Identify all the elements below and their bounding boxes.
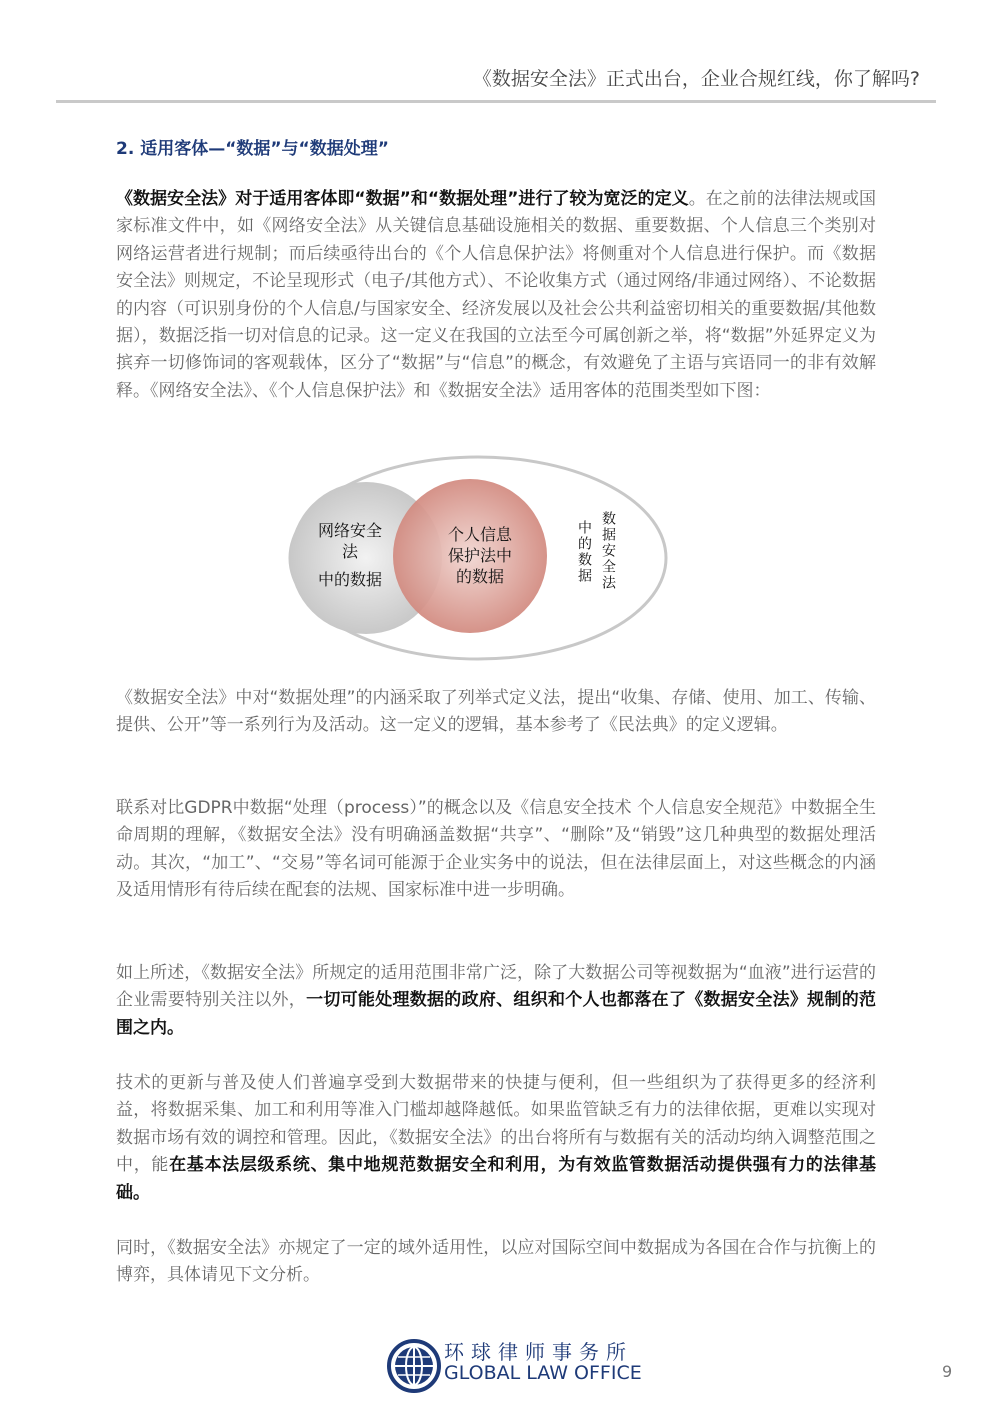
page-number: 9	[942, 1362, 953, 1381]
center-circle-label-1: 个人信息	[447, 525, 513, 544]
outer-ellipse-label-col2: 中的数据	[576, 520, 592, 584]
paragraph-1	[116, 186, 876, 405]
center-circle-label-3: 的数据	[455, 567, 505, 586]
paragraph-6: 同时，《数据安全法》亦规定了一定的域外适用性，以应对国际空间中数据成为各国在合作与抗衡上的博弈，具体请见下文分析。	[116, 1238, 876, 1286]
paragraph-4-text: 如上所述，《数据安全法》所规定的适用范围非常广泛，除了大数据公司等视数据为“血液”进行运营的企业需要特别关注以外，	[116, 963, 876, 1011]
paragraph-1-bold: 《数据安全法》对于适用客体即“数据”和“数据处理”进行了较为宽泛的定义	[116, 189, 689, 209]
left-circle-label-3: 中的数据	[317, 570, 383, 589]
globe-icon	[386, 1338, 442, 1394]
paragraph-4	[116, 960, 876, 1042]
center-circle-label-2: 保护法中	[447, 546, 513, 565]
paragraph-2: 《数据安全法》中对“数据处理”的内涵采取了列举式定义法，提出“收集、存储、使用、加工、传输、提供、公开”等一系列行为及活动。这一定义的逻辑，基本参考了《民法典》的定义逻辑。	[116, 688, 876, 736]
left-circle-label-2: 法	[341, 542, 359, 561]
paragraph-1-text: 。在之前的法律法规或国家标准文件中，如《网络安全法》从关键信息基础设施相关的数据、重要数据、个人信息三个类别对网络运营者进行规制；而后续亟待出台的《个人信息保护法》将侧重对个人信息进行保护。而《数据安全法》则规定，不论呈现形式（电子/其他方式）、不论收集方式（通过网络/非通过网络）、不论数据的内容（可识别身份的个人信息/与国家安全、经济发展以及社会公共利益密切相关的重要数据/其他数据），数据泛指一切对信息的记录。这一定义在我国的立法至今可属创新之举，将“数据”外延界定义为摈弃一切修饰词的客观载体，区分了“数据”与“信息”的概念，有效避免了主语与宾语同一的非有效解释。《网络安全法》、《个人信息保护法》和《数据安全法》适用客体的范围类型如下图：	[116, 189, 876, 401]
firm-name-cn: 环球律师事务所	[444, 1340, 633, 1364]
header-divider	[56, 100, 936, 103]
document-header-title: 《数据安全法》正式出台，企业合规红线，你了解吗?	[472, 68, 920, 90]
paragraph-5-bold: 在基本法层级系统、集中地规范数据安全和利用，为有效监管数据活动提供强有力的法律基础。	[116, 1155, 877, 1203]
paragraph-5-text: 技术的更新与普及使人们普遍享受到大数据带来的快捷与便利，但一些组织为了获得更多的经济利益，将数据采集、加工和利用等准入门槛却越降越低。如果监管缺乏有力的法律依据，更难以实现对数据市场有效的调控和管理。因此，《数据安全法》的出台将所有与数据有关的活动均纳入调整范围之中，能	[116, 1073, 876, 1176]
left-circle-label-1: 网络安全	[317, 521, 383, 540]
section-heading: 2. 适用客体—“数据”与“数据处理”	[116, 139, 389, 159]
firm-name-en: GLOBAL LAW OFFICE	[444, 1362, 642, 1384]
paragraph-5	[116, 1070, 876, 1207]
paragraph-4-bold: 一切可能处理数据的政府、组织和个人也都落在了《数据安全法》规制的范围之内。	[116, 990, 877, 1038]
paragraph-3: 联系对比GDPR中数据“处理（process）”的概念以及《信息安全技术 个人信息安全规范》中数据全生命周期的理解，《数据安全法》没有明确涵盖数据“共享”、“删除”及“销毁”这几种典型的数据处理活动。其次，“加工”、“交易”等名词可能源于企业实务中的说法，但在法律层面上，对这些概念的内涵及适用情形有待后续在配套的法规、国家标准中进一步明确。	[116, 798, 876, 901]
outer-ellipse-label-col1: 数据安全法	[600, 511, 616, 591]
venn-diagram	[280, 450, 672, 668]
